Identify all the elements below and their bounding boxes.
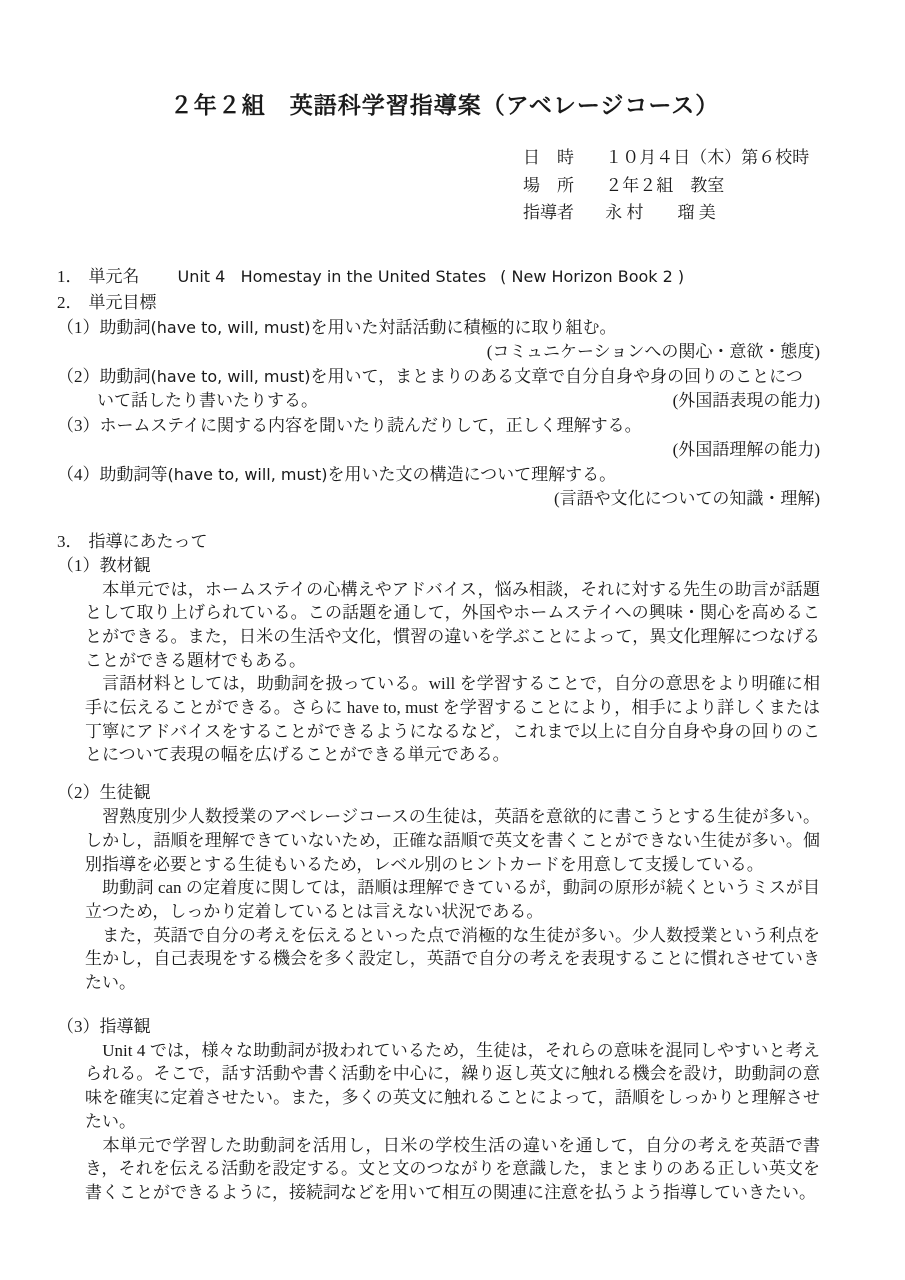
- goal-4-number: （4）: [57, 464, 100, 484]
- goal-item-4: [57, 463, 820, 511]
- goal-3-text: [57, 414, 820, 438]
- info-label-datetime: 日 時: [523, 148, 574, 167]
- subsection-2-heading: [57, 781, 820, 805]
- info-label-place: 場 所: [523, 175, 574, 195]
- subsection-2-paragraph-1: 習熟度別少人数授業のアベレージコースの生徒は，英語を意欲的に書こうとする生徒が多い。しかし，語順を理解できていないため，正確な語順で英文を書くことができない生徒が多い。個別指導を必要とする生徒もいるため，レベル別のヒントカードを用意して支援している。: [85, 807, 820, 874]
- header-info: [523, 144, 820, 227]
- subsection-3-paragraph-1: Unit 4 では，様々な助動詞が扱われているため，生徒は，それらの意味を混同しやすいと考えられる。そこで，話す活動や書く活動を中心に，繰り返し英文に触れる機会を設け，助動詞の意味を確実に定着させたい。また，多くの英文に触れることによって，語順をしっかりと理解させたい。: [85, 1040, 820, 1131]
- goals-heading-number: 2．: [57, 292, 83, 312]
- goal-1-jp-pre: 助動詞: [99, 317, 151, 337]
- goal-3-jp-pre: ホームステイに関する内容を聞いたり読んだりして，正しく理解する。: [99, 415, 642, 435]
- goal-4-jp-post: を用いた文の構造について理解する。: [327, 464, 617, 484]
- goal-item-3: [57, 414, 820, 462]
- section1-number: 1．: [57, 266, 83, 286]
- subsection-1-paragraph-2: 言語材料としては，助動詞を扱っている。will を学習することで，自分の意思をより明確に相手に伝えることができる。さらに have to, must を学習することにより，相手により詳しくまたは丁寧にアドバイスをすることができるようになるなど，これまで以上に自分自身や身の回りのことについて表現の幅を広げることができる単元である。: [85, 674, 820, 765]
- info-value-datetime: １０月４日（木）第６校時: [605, 148, 810, 167]
- page-title: ２年２組 英語科学習指導案（アベレージコース）: [169, 92, 720, 118]
- subsection-2-paragraph-3: また，英語で自分の考えを伝えるといった点で消極的な生徒が多い。少人数授業という利点を生かし，自己表現をする機会を多く設定し，英語で自分の考えを表現することに慣れさせていきたい。: [85, 925, 820, 993]
- goal-2-jp-pre: 助動詞: [99, 366, 151, 386]
- goal-3-attribution: (外国語理解の能力): [672, 439, 820, 459]
- goal-4-attribution: (言語や文化についての知識・理解): [554, 488, 820, 508]
- section3-heading-number: 3．: [57, 531, 83, 551]
- unit-name-line: [57, 265, 820, 289]
- goal-4-text: [57, 463, 820, 487]
- section3-heading: [57, 530, 820, 554]
- subsection-3-heading: [57, 1015, 820, 1039]
- goal-2-attribution: (外国語表現の能力): [672, 390, 820, 410]
- goal-2-continuation-line: [57, 389, 820, 413]
- goal-1-english: (have to, will, must): [150, 317, 311, 337]
- subsection-1-heading: [57, 554, 820, 578]
- goal-4-english: (have to, will, must): [167, 464, 328, 484]
- goal-item-1: [57, 316, 820, 364]
- goal-1-text: [57, 316, 820, 340]
- goal-3-number: （3）: [57, 415, 100, 435]
- goals-heading: [57, 291, 820, 315]
- subsection-students-view: [57, 781, 820, 995]
- goal-item-2: [57, 365, 820, 413]
- section3-heading-label: 指導にあたって: [88, 531, 208, 551]
- info-value-teacher: 永 村 瑠 美: [605, 203, 716, 222]
- goal-1-jp-post: を用いた対話活動に積極的に取り組む。: [310, 317, 617, 337]
- info-row-teacher: [523, 199, 820, 227]
- goal-1-attribution: (コミュニケーションへの関心・意欲・態度): [486, 341, 820, 361]
- subsection-2-number: （2）: [57, 783, 100, 803]
- goal-4-jp-pre: 助動詞等: [99, 464, 168, 484]
- unit-title-english: Unit 4 Homestay in the United States: [177, 266, 487, 286]
- textbook-name: ( New Horizon Book 2 ): [500, 266, 685, 286]
- goal-2-english: (have to, will, must): [150, 366, 311, 386]
- subsection-3-label: 指導観: [99, 1016, 151, 1036]
- info-row-place: [523, 172, 820, 200]
- subsection-2-label: 生徒観: [99, 783, 151, 803]
- subsection-2-paragraph-2: 助動詞 can の定着度に関しては，語順は理解できているが，動詞の原形が続くというミスが目立つため，しっかり定着しているとは言えない状況である。: [85, 878, 820, 921]
- subsection-teaching-view: [57, 1015, 820, 1205]
- section1-label: 単元名: [88, 266, 140, 286]
- goals-heading-label: 単元目標: [88, 292, 157, 312]
- subsection-materials-view: [57, 554, 820, 768]
- info-value-place: ２年２組 教室: [605, 175, 725, 195]
- subsection-1-paragraph-1: 本単元では，ホームステイの心構えやアドバイス，悩み相談，それに対する先生の助言が話題として取り上げられている。この話題を通して，外国やホームステイへの興味・関心を高めることができる。また，日米の生活や文化，慣習の違いを学ぶことによって，異文化理解につなげることができる題材でもある。: [85, 579, 820, 670]
- goal-1-number: （1）: [57, 317, 100, 337]
- subsection-1-number: （1）: [57, 555, 100, 575]
- goal-2-number: （2）: [57, 366, 100, 386]
- goal-2-jp-post: を用いて，まとまりのある文章で自分自身や身の回りのことにつ: [310, 366, 803, 386]
- subsection-3-paragraph-2: 本単元で学習した助動詞を活用し，日米の学校生活の違いを通して，自分の考えを英語で書き，それを伝える活動を設定する。文と文のつながりを意識した，まとまりのある正しい英文を書くことができるように，接続詞などを用いて相互の関連に注意を払うよう指導していきたい。: [85, 1135, 820, 1202]
- subsection-3-number: （3）: [57, 1016, 100, 1036]
- goal-2-continuation: いて話したり書いたりする。: [97, 390, 318, 410]
- info-label-teacher: 指導者: [523, 203, 574, 222]
- subsection-1-label: 教材観: [99, 555, 151, 575]
- goal-2-text: [57, 365, 820, 389]
- info-row-datetime: [523, 144, 820, 172]
